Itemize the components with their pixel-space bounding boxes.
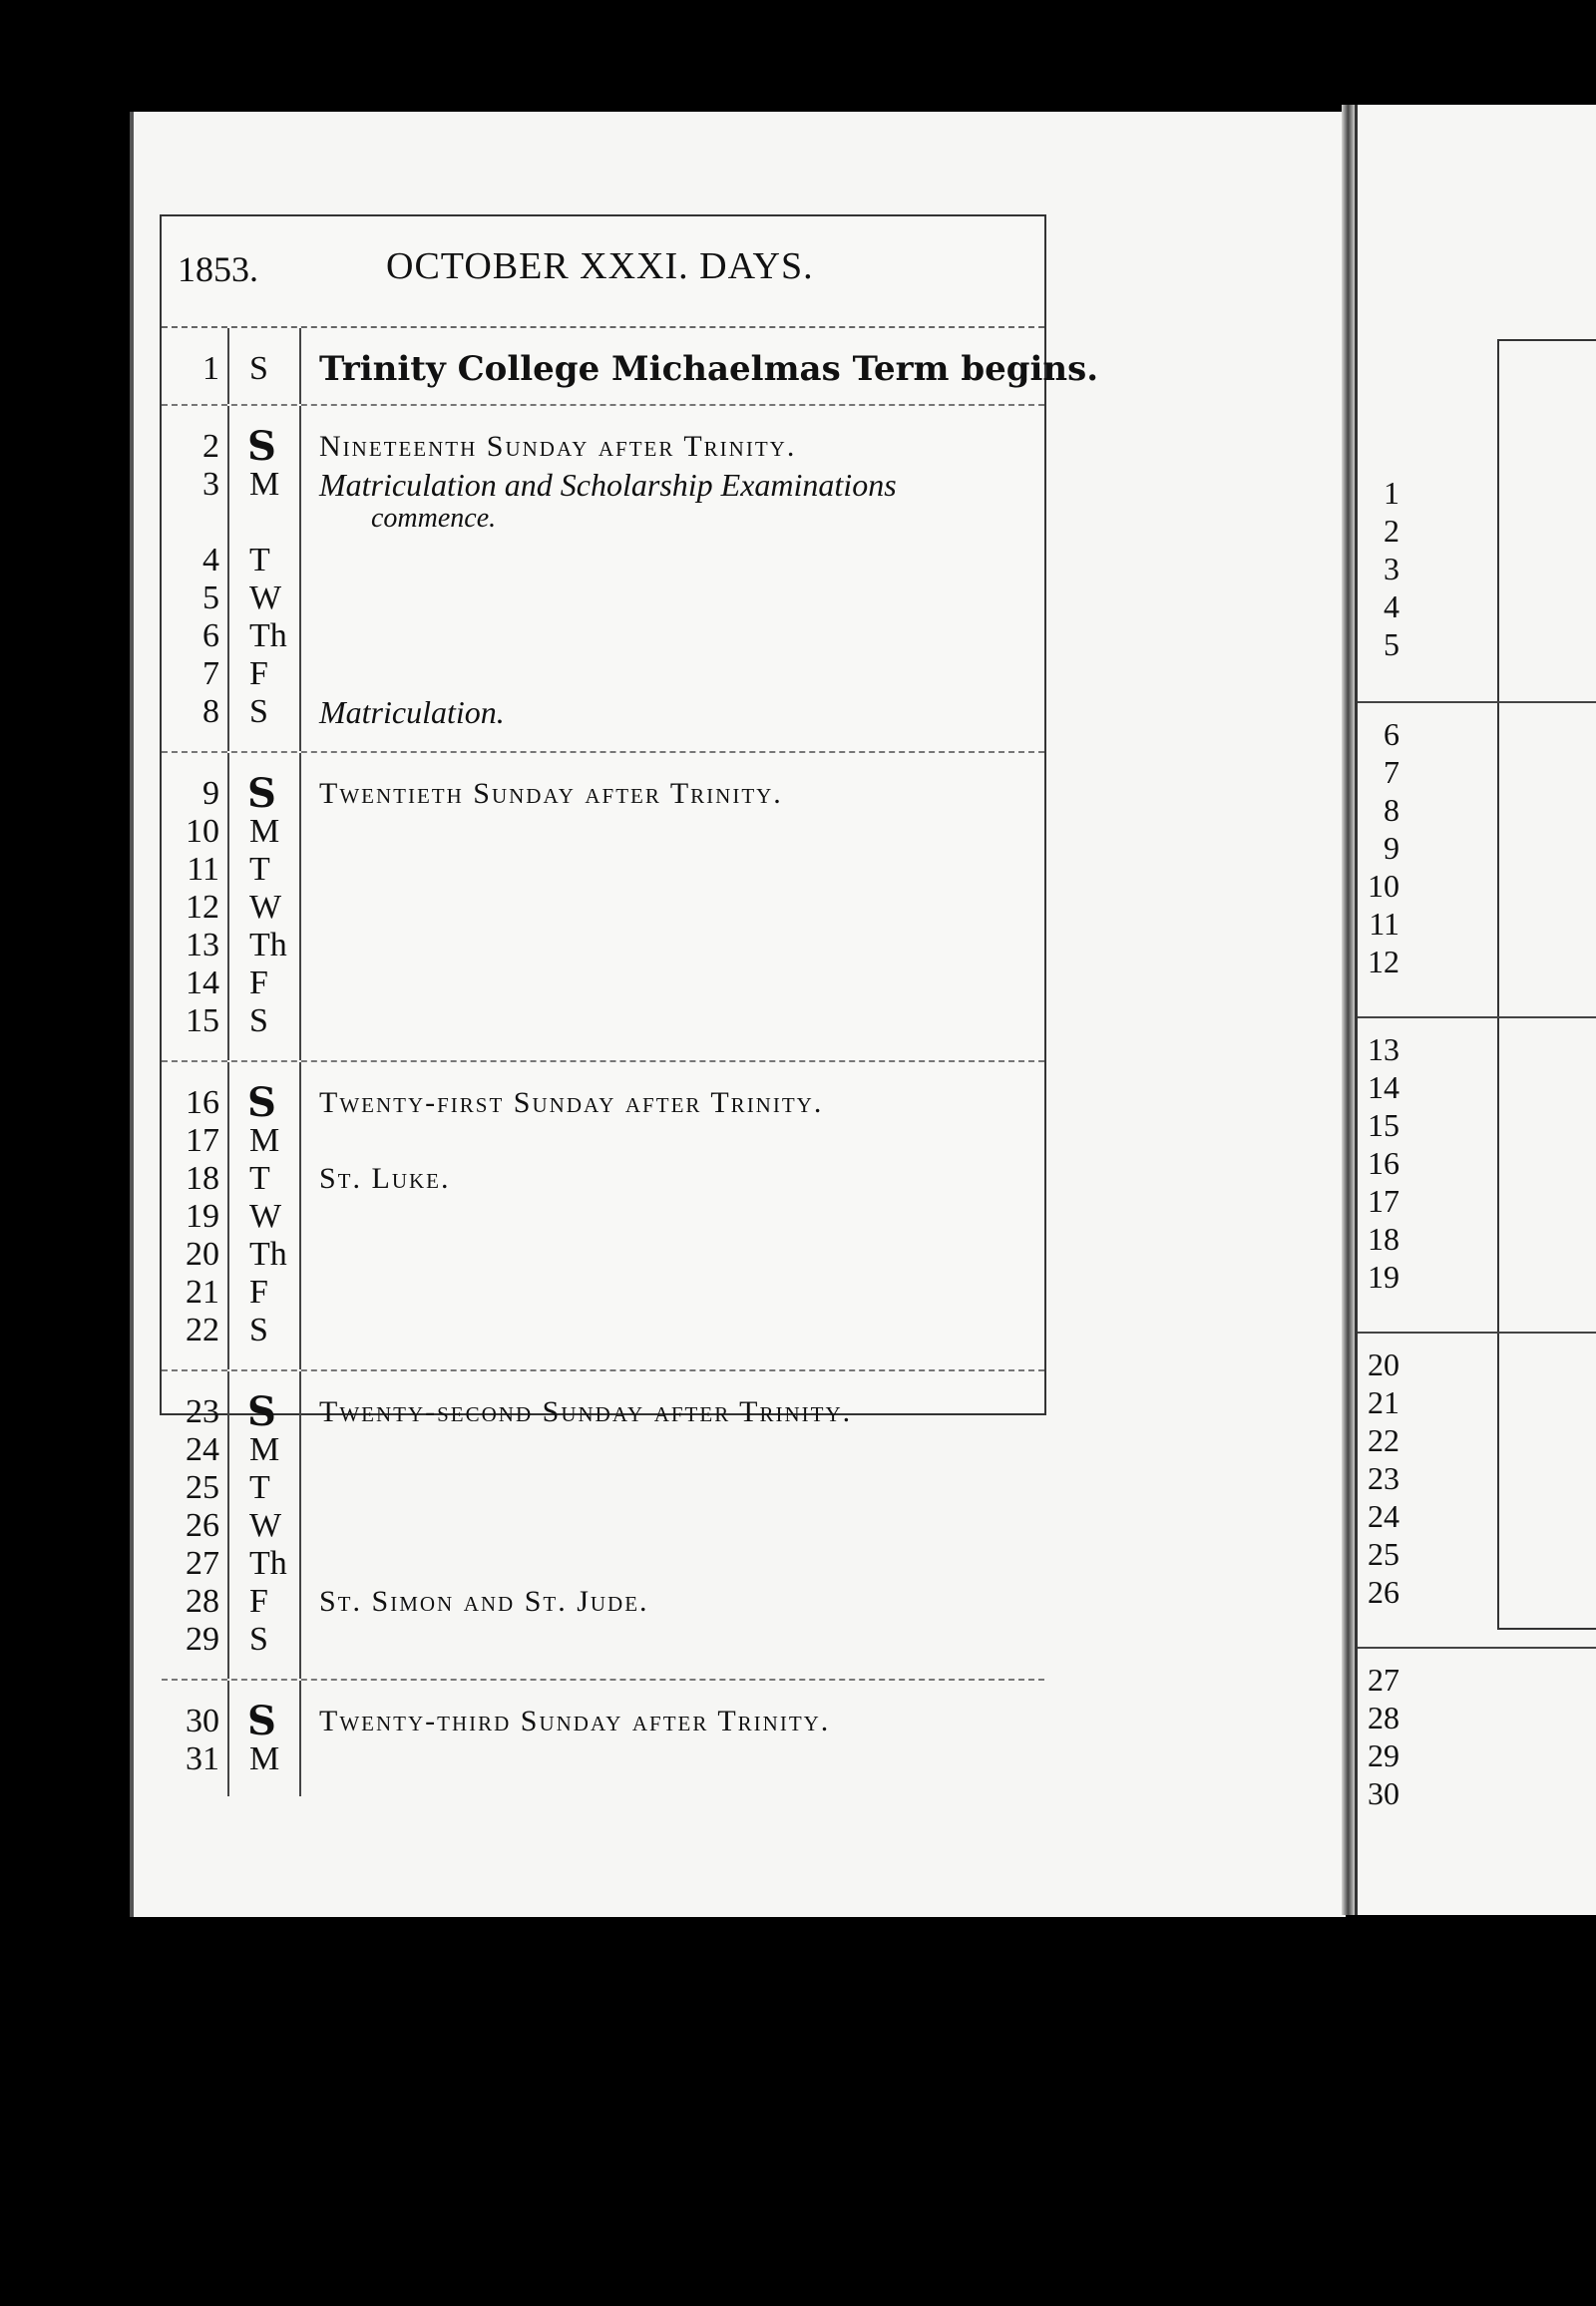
sunday-letter: S	[247, 1698, 276, 1744]
facing-day-number: 11	[1369, 906, 1399, 942]
book-gutter	[1342, 105, 1355, 1915]
day-number: 9	[202, 775, 219, 812]
day-number: 29	[186, 1621, 219, 1658]
day-event: Twenty-first Sunday after Trinity.	[319, 1086, 824, 1119]
facing-week-block	[1358, 462, 1596, 675]
weekday-letter: W	[249, 1198, 282, 1235]
weekday-letter: T	[249, 542, 270, 578]
event-continuation-row	[162, 500, 1044, 538]
day-number: 26	[186, 1507, 219, 1544]
weekday-letter: S	[249, 1002, 268, 1039]
day-event: Twentieth Sunday after Trinity.	[319, 777, 783, 810]
facing-day-number: 10	[1368, 868, 1399, 904]
day-row	[162, 1236, 1044, 1274]
day-number: 18	[186, 1160, 219, 1197]
day-number: 11	[187, 851, 219, 888]
year-label: 1853.	[178, 249, 258, 289]
weekday-letter: T	[249, 1160, 270, 1197]
day-row	[162, 1160, 1044, 1198]
weekday-letter: S	[249, 1621, 268, 1658]
week-blocks	[162, 328, 1099, 1796]
day-row	[162, 542, 1044, 579]
week-block	[162, 753, 1044, 1062]
day-number: 8	[202, 693, 219, 730]
facing-day-number: 25	[1368, 1536, 1399, 1572]
day-number: 28	[186, 1583, 219, 1620]
day-event: Twenty-second Sunday after Trinity.	[319, 1395, 853, 1428]
weekday-letter: T	[249, 1469, 270, 1506]
day-number: 4	[202, 542, 219, 578]
facing-day-number: 21	[1368, 1384, 1399, 1420]
day-row	[162, 1388, 1044, 1435]
day-row	[162, 1740, 1044, 1778]
day-number: 12	[186, 889, 219, 926]
day-number: 15	[186, 1002, 219, 1039]
day-event: Trinity College Michaelmas Term begins.	[319, 349, 1099, 389]
facing-day-number: 26	[1368, 1574, 1399, 1610]
day-row	[162, 964, 1044, 1002]
sunday-letter: S	[247, 1388, 276, 1435]
facing-week-block	[1358, 1647, 1596, 1824]
day-row	[162, 1274, 1044, 1312]
weekday-letter: W	[249, 889, 282, 926]
day-number: 17	[186, 1122, 219, 1159]
facing-day-number: 20	[1368, 1346, 1399, 1382]
weekday-letter: Th	[249, 1545, 287, 1582]
weekday-letter: Th	[249, 927, 287, 963]
day-row	[162, 466, 1044, 504]
facing-week-block	[1358, 1016, 1596, 1308]
facing-day-number: 24	[1368, 1498, 1399, 1534]
facing-day-number: 2	[1384, 513, 1399, 549]
day-number: 7	[202, 655, 219, 692]
day-row	[162, 1545, 1044, 1583]
day-event: Matriculation and Scholarship Examinations	[319, 467, 897, 503]
facing-day-number: 22	[1368, 1422, 1399, 1458]
day-row	[162, 1079, 1044, 1126]
week-block	[162, 406, 1044, 753]
facing-day-number: 27	[1368, 1662, 1399, 1698]
day-number: 6	[202, 617, 219, 654]
day-row	[162, 770, 1044, 817]
weekday-letter: W	[249, 579, 282, 616]
right-page	[1355, 105, 1596, 1915]
day-number: 20	[186, 1236, 219, 1273]
day-row	[162, 889, 1044, 927]
day-row	[162, 1583, 1044, 1621]
day-number: 21	[186, 1274, 219, 1311]
facing-day-number: 19	[1368, 1259, 1399, 1295]
weekday-letter: F	[249, 964, 268, 1001]
facing-day-number: 28	[1368, 1700, 1399, 1735]
weekday-letter: S	[249, 1312, 268, 1348]
week-block	[162, 1371, 1044, 1681]
facing-day-number: 4	[1384, 588, 1399, 624]
day-number: 3	[202, 466, 219, 503]
day-row	[162, 423, 1044, 470]
facing-day-number: 14	[1368, 1069, 1399, 1105]
day-number: 31	[186, 1740, 219, 1777]
weekday-letter: M	[249, 1431, 280, 1468]
week-block	[162, 1062, 1044, 1371]
facing-day-number: 29	[1368, 1737, 1399, 1773]
day-row	[162, 1621, 1044, 1659]
weekday-letter: M	[249, 813, 280, 850]
sunday-letter: S	[247, 770, 276, 817]
week-block	[162, 328, 1099, 406]
day-row	[162, 617, 1044, 655]
facing-day-number: 15	[1368, 1107, 1399, 1143]
facing-day-number: 23	[1368, 1460, 1399, 1496]
day-row	[162, 1198, 1044, 1236]
day-number: 19	[186, 1198, 219, 1235]
facing-day-number: 12	[1368, 944, 1399, 979]
event-continuation: commence.	[371, 503, 497, 534]
weekday-letter: M	[249, 1740, 280, 1777]
weekday-letter: M	[249, 466, 280, 503]
month-title: OCTOBER XXXI. DAYS.	[386, 245, 814, 287]
day-row	[162, 1002, 1044, 1040]
day-number: 5	[202, 579, 219, 616]
day-row	[162, 927, 1044, 964]
weekday-letter: Th	[249, 1236, 287, 1273]
day-event: Nineteenth Sunday after Trinity.	[319, 430, 797, 463]
day-row	[162, 851, 1044, 889]
day-number: 14	[186, 964, 219, 1001]
day-row	[162, 813, 1044, 851]
facing-day-number: 5	[1384, 626, 1399, 662]
day-row	[162, 1698, 1044, 1744]
day-number: 23	[186, 1393, 219, 1430]
day-number: 16	[186, 1084, 219, 1121]
facing-week-block	[1358, 1332, 1596, 1623]
day-row	[162, 655, 1044, 693]
day-number: 22	[186, 1312, 219, 1348]
day-row	[162, 1469, 1044, 1507]
facing-day-number: 17	[1368, 1183, 1399, 1219]
facing-day-number: 7	[1384, 754, 1399, 790]
weekday-letter: T	[249, 851, 270, 888]
calendar-table	[160, 214, 1099, 1777]
facing-week-block	[1358, 701, 1596, 992]
weekday-letter: W	[249, 1507, 282, 1544]
weekday-letter: F	[249, 1583, 268, 1620]
weekday-letter: F	[249, 1274, 268, 1311]
day-row	[162, 1431, 1044, 1469]
facing-day-number: 6	[1384, 716, 1399, 752]
weekday-letter: S	[249, 693, 268, 730]
day-number: 27	[186, 1545, 219, 1582]
day-row	[162, 1507, 1044, 1545]
day-event: Matriculation.	[319, 694, 505, 730]
facing-day-number: 13	[1368, 1031, 1399, 1067]
weekday-letter: M	[249, 1122, 280, 1159]
day-event: St. Luke.	[319, 1162, 451, 1195]
day-number: 24	[186, 1431, 219, 1468]
day-number: 10	[186, 813, 219, 850]
calendar-header	[162, 216, 1044, 328]
facing-day-number: 16	[1368, 1145, 1399, 1181]
day-number: 30	[186, 1703, 219, 1739]
day-number: 1	[202, 350, 219, 387]
facing-day-number: 8	[1384, 792, 1399, 828]
weekday-letter: S	[249, 350, 268, 387]
week-block	[162, 1681, 1044, 1796]
day-row	[162, 1122, 1044, 1160]
facing-day-number: 1	[1384, 475, 1399, 511]
day-event: Twenty-third Sunday after Trinity.	[319, 1705, 831, 1737]
day-row	[162, 693, 1044, 731]
weekday-letter: F	[249, 655, 268, 692]
day-row	[162, 579, 1044, 617]
facing-day-number: 18	[1368, 1221, 1399, 1257]
facing-day-number: 9	[1384, 830, 1399, 866]
sunday-letter: S	[247, 1079, 276, 1126]
day-number: 13	[186, 927, 219, 963]
day-row	[162, 1312, 1044, 1349]
day-number: 2	[202, 428, 219, 465]
day-event: St. Simon and St. Jude.	[319, 1585, 649, 1618]
facing-day-number: 3	[1384, 551, 1399, 586]
day-row	[162, 349, 1099, 389]
weekday-letter: Th	[249, 617, 287, 654]
sunday-letter: S	[247, 423, 276, 470]
day-number: 25	[186, 1469, 219, 1506]
facing-day-number: 30	[1368, 1775, 1399, 1811]
